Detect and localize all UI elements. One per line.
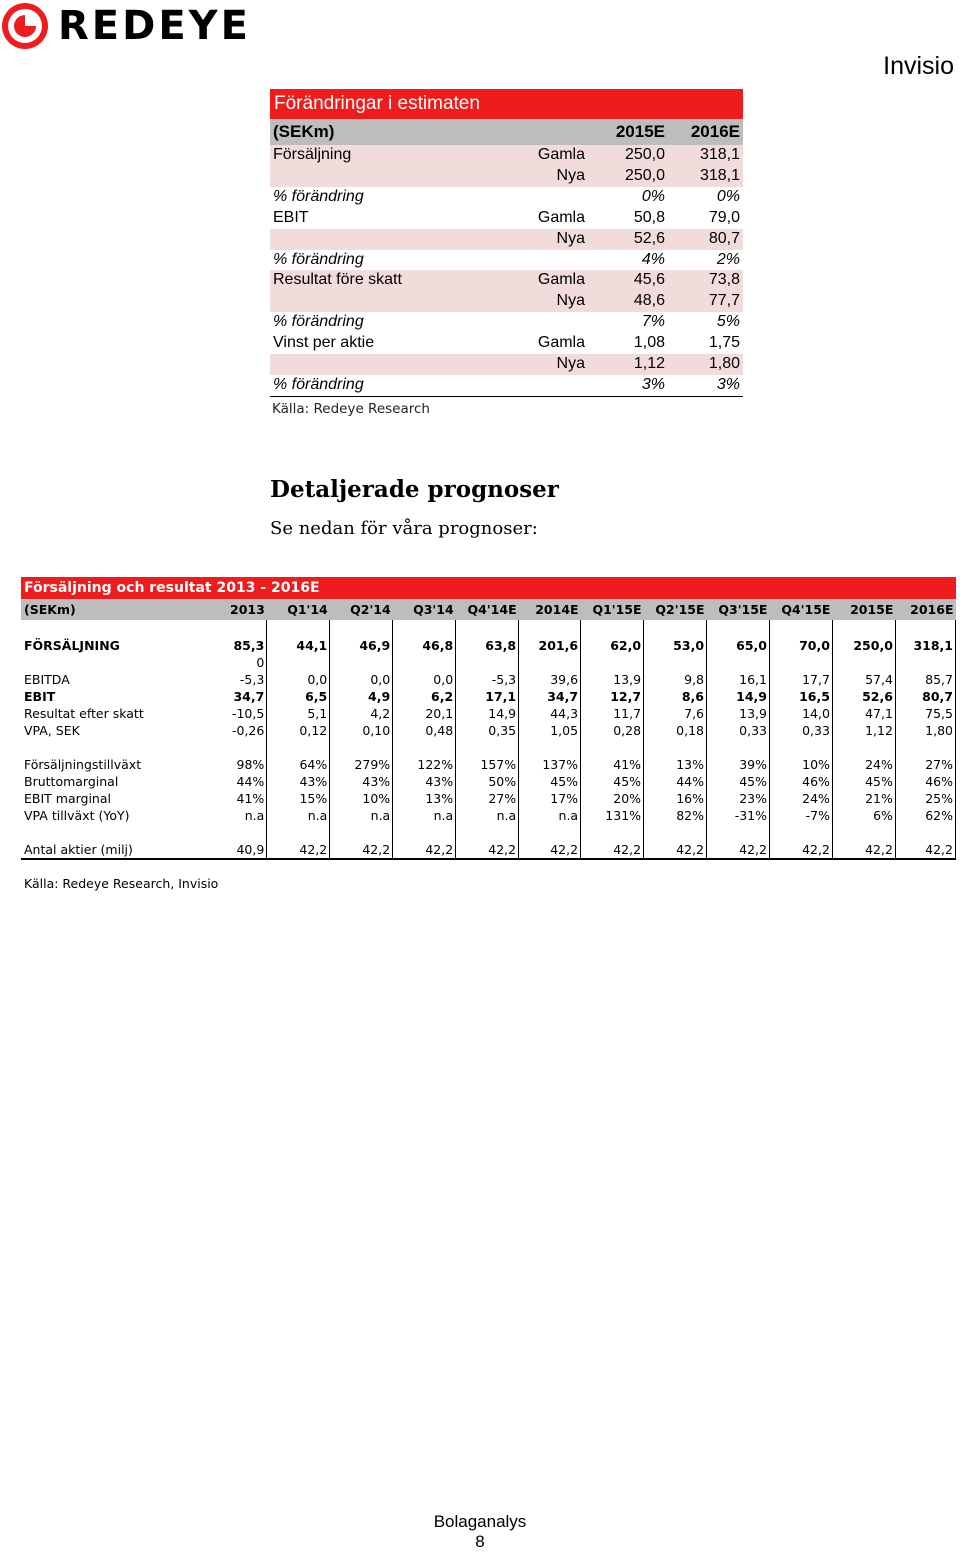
forecast-cell: 85,7 (895, 671, 955, 688)
forecast-header-period: Q3'14 (393, 599, 456, 620)
estimate-value-2015: 3% (588, 375, 668, 396)
estimate-header-unit: (SEKm) (270, 119, 506, 145)
forecast-cell: 6,2 (393, 688, 456, 705)
forecast-header-unit: (SEKm) (21, 599, 206, 620)
company-name: Invisio (883, 52, 954, 80)
forecast-cell (581, 654, 644, 671)
forecast-cell: n.a (330, 807, 393, 824)
forecast-cell: 0,48 (393, 722, 456, 739)
forecast-cell (644, 654, 707, 671)
forecast-cell: 52,6 (832, 688, 895, 705)
forecast-header-period: Q2'14 (330, 599, 393, 620)
forecast-header-period: 2016E (895, 599, 955, 620)
forecast-cell: 46% (895, 773, 955, 790)
forecast-cell: n.a (519, 807, 581, 824)
forecast-cell: 63,8 (456, 637, 519, 654)
forecast-cell: 42,2 (895, 841, 955, 859)
forecast-cell: 13,9 (581, 671, 644, 688)
estimate-row (270, 250, 743, 271)
forecast-header-period: Q4'15E (769, 599, 832, 620)
forecast-cell: 62% (895, 807, 955, 824)
forecast-cell: 12,7 (581, 688, 644, 705)
forecast-cell: 1,12 (832, 722, 895, 739)
forecast-cell (330, 739, 393, 756)
estimate-value-2016: 3% (668, 375, 743, 396)
estimate-row-kind (506, 375, 588, 396)
forecast-cell: 20,1 (393, 705, 456, 722)
forecast-cell: 17% (519, 790, 581, 807)
forecast-cell (832, 654, 895, 671)
forecast-cell: 1,05 (519, 722, 581, 739)
estimate-value-2015: 52,6 (588, 229, 668, 250)
forecast-cell: 15% (267, 790, 330, 807)
forecast-cell: 41% (206, 790, 267, 807)
forecast-cell: 98% (206, 756, 267, 773)
forecast-cell: 45% (707, 773, 770, 790)
estimate-row (270, 375, 743, 396)
forecast-row-label: VPA tillväxt (YoY) (24, 808, 130, 823)
forecast-cell: 122% (393, 756, 456, 773)
forecast-cell: n.a (393, 807, 456, 824)
forecast-cell: 24% (769, 790, 832, 807)
forecast-cell (267, 739, 330, 756)
forecast-cell: n.a (267, 807, 330, 824)
forecast-cell: 16% (644, 790, 707, 807)
forecast-header-period: Q3'15E (707, 599, 770, 620)
estimate-value-2016: 73,8 (668, 270, 743, 291)
forecast-cell: 46,9 (330, 637, 393, 654)
forecast-cell: 0,0 (330, 671, 393, 688)
forecast-cell: 75,5 (895, 705, 955, 722)
estimate-value-2016: 318,1 (668, 145, 743, 166)
forecast-cell: 42,2 (832, 841, 895, 859)
forecast-cell: 44% (644, 773, 707, 790)
estimate-value-2016: 1,80 (668, 354, 743, 375)
redeye-logo (0, 2, 251, 50)
forecast-cell: 40,9 (206, 841, 267, 859)
forecast-cell: 45% (832, 773, 895, 790)
forecast-cell (644, 824, 707, 841)
forecast-cell: 27% (895, 756, 955, 773)
forecast-row (21, 739, 956, 756)
forecast-row-label: FÖRSÄLJNING (24, 638, 120, 653)
forecast-row (21, 688, 956, 705)
forecast-cell: 14,9 (707, 688, 770, 705)
forecast-cell (644, 739, 707, 756)
forecast-table-title: Försäljning och resultat 2013 - 2016E (21, 577, 956, 599)
forecast-cell: 14,9 (456, 705, 519, 722)
forecast-table (21, 577, 956, 860)
section-heading: Detaljerade prognoser (270, 476, 559, 503)
forecast-cell: 43% (393, 773, 456, 790)
estimate-value-2015: 1,12 (588, 354, 668, 375)
forecast-header-period: Q1'15E (581, 599, 644, 620)
estimate-value-2016: 2% (716, 250, 740, 268)
forecast-cell (707, 739, 770, 756)
forecast-cell: 0,12 (267, 722, 330, 739)
forecast-row (21, 671, 956, 688)
forecast-header-period: 2013 (206, 599, 267, 620)
estimate-row (270, 187, 743, 208)
forecast-cell (707, 824, 770, 841)
forecast-header-period: Q2'15E (644, 599, 707, 620)
forecast-cell (895, 739, 955, 756)
estimate-value-2016: 77,7 (668, 291, 743, 312)
estimate-row-label: Resultat före skatt (270, 270, 506, 291)
forecast-cell (707, 654, 770, 671)
forecast-cell (393, 824, 456, 841)
forecast-row (21, 637, 956, 654)
page-footer (0, 1512, 960, 1552)
forecast-source: Källa: Redeye Research, Invisio (24, 876, 219, 891)
forecast-cell: 43% (267, 773, 330, 790)
forecast-cell: 34,7 (519, 688, 581, 705)
forecast-cell: 0,28 (581, 722, 644, 739)
estimate-row-kind (506, 250, 588, 271)
forecast-cell (832, 739, 895, 756)
forecast-row-label: EBIT (24, 689, 56, 704)
estimate-value-2015: 4% (641, 250, 665, 268)
forecast-cell: 46,8 (393, 637, 456, 654)
estimate-row (270, 208, 743, 229)
forecast-cell (832, 824, 895, 841)
estimate-table-title: Förändringar i estimaten (270, 89, 743, 119)
estimate-value-2016: 80,7 (668, 229, 743, 250)
forecast-cell (519, 739, 581, 756)
estimate-row (270, 145, 743, 166)
forecast-cell: 157% (456, 756, 519, 773)
estimate-value-2016: 0% (716, 187, 740, 205)
estimate-row (270, 166, 743, 187)
forecast-cell: 62,0 (581, 637, 644, 654)
forecast-header-period: 2015E (832, 599, 895, 620)
forecast-cell (895, 654, 955, 671)
estimate-value-2015: 7% (641, 313, 665, 331)
forecast-cell: 6,5 (267, 688, 330, 705)
forecast-row (21, 705, 956, 722)
forecast-cell: 11,7 (581, 705, 644, 722)
forecast-cell: 27% (456, 790, 519, 807)
forecast-cell: 42,2 (393, 841, 456, 859)
forecast-cell: 23% (707, 790, 770, 807)
forecast-cell: -0,26 (206, 722, 267, 739)
forecast-row (21, 841, 956, 859)
estimate-row-kind: Gamla (506, 270, 588, 291)
forecast-cell: 24% (832, 756, 895, 773)
forecast-cell (519, 824, 581, 841)
forecast-header-period: Q4'14E (456, 599, 519, 620)
forecast-cell: 9,8 (644, 671, 707, 688)
forecast-cell: 42,2 (707, 841, 770, 859)
forecast-cell: 42,2 (456, 841, 519, 859)
page-number: 8 (475, 1532, 485, 1551)
estimate-row-label (270, 354, 506, 375)
forecast-cell: 279% (330, 756, 393, 773)
forecast-cell: 42,2 (769, 841, 832, 859)
forecast-cell (519, 654, 581, 671)
forecast-cell: 5,1 (267, 705, 330, 722)
forecast-cell: 7,6 (644, 705, 707, 722)
estimate-value-2016: 79,0 (708, 208, 740, 226)
forecast-row-label: EBIT marginal (24, 791, 111, 806)
forecast-cell (895, 824, 955, 841)
estimate-row (270, 229, 743, 250)
footer-label: Bolaganalys (433, 1512, 527, 1531)
forecast-cell: -31% (707, 807, 770, 824)
estimate-row (270, 291, 743, 312)
estimate-value-2015: 0% (641, 187, 665, 205)
estimate-value-2015: 1,08 (633, 334, 665, 352)
forecast-cell (393, 654, 456, 671)
estimate-row-kind: Nya (506, 229, 588, 250)
forecast-cell: 201,6 (519, 637, 581, 654)
forecast-cell (769, 824, 832, 841)
forecast-cell: -10,5 (206, 705, 267, 722)
forecast-cell: 137% (519, 756, 581, 773)
forecast-cell: 10% (769, 756, 832, 773)
forecast-cell: 0,0 (267, 671, 330, 688)
estimate-row-kind: Gamla (537, 208, 585, 226)
forecast-row-label: VPA, SEK (24, 723, 80, 738)
forecast-cell (267, 824, 330, 841)
forecast-cell: 0,33 (769, 722, 832, 739)
forecast-cell (769, 739, 832, 756)
forecast-cell (456, 739, 519, 756)
forecast-cell (393, 739, 456, 756)
forecast-cell: 39,6 (519, 671, 581, 688)
forecast-cell: n.a (206, 807, 267, 824)
estimate-row-label: Försäljning (270, 145, 506, 166)
estimate-changes-table (270, 89, 743, 397)
estimate-row (270, 354, 743, 375)
estimate-row-label (270, 291, 506, 312)
forecast-cell: 20% (581, 790, 644, 807)
forecast-cell: 0,18 (644, 722, 707, 739)
forecast-cell: 43% (330, 773, 393, 790)
estimate-value-2016: 1,75 (708, 334, 740, 352)
forecast-cell: 53,0 (644, 637, 707, 654)
estimate-value-2015: 48,6 (588, 291, 668, 312)
estimate-row-kind: Gamla (537, 334, 585, 352)
forecast-cell: 42,2 (644, 841, 707, 859)
forecast-cell: 0,10 (330, 722, 393, 739)
logo-text: REDEYE (58, 3, 251, 49)
forecast-row-label (21, 739, 206, 756)
estimate-row-kind: Nya (506, 291, 588, 312)
forecast-cell: 21% (832, 790, 895, 807)
forecast-cell: -7% (769, 807, 832, 824)
forecast-row (21, 722, 956, 739)
forecast-row-label (21, 654, 206, 671)
forecast-cell: 42,2 (330, 841, 393, 859)
estimate-row-kind: Nya (506, 166, 588, 187)
forecast-cell: 47,1 (832, 705, 895, 722)
forecast-cell: 44,3 (519, 705, 581, 722)
forecast-cell (769, 654, 832, 671)
forecast-cell (267, 654, 330, 671)
forecast-cell (206, 739, 267, 756)
forecast-cell: 0,35 (456, 722, 519, 739)
estimate-value-2016: 318,1 (668, 166, 743, 187)
forecast-cell: 82% (644, 807, 707, 824)
forecast-cell: 44% (206, 773, 267, 790)
forecast-header-period: Q1'14 (267, 599, 330, 620)
forecast-cell (206, 824, 267, 841)
forecast-cell: 131% (581, 807, 644, 824)
forecast-row-label (21, 824, 206, 841)
forecast-cell: 10% (330, 790, 393, 807)
forecast-cell (330, 824, 393, 841)
forecast-cell (456, 824, 519, 841)
forecast-cell: 42,2 (581, 841, 644, 859)
forecast-cell: 34,7 (206, 688, 267, 705)
forecast-cell: 45% (581, 773, 644, 790)
section-intro: Se nedan för våra prognoser: (270, 518, 538, 539)
estimate-row (270, 333, 743, 354)
forecast-cell: 50% (456, 773, 519, 790)
forecast-cell: 13% (644, 756, 707, 773)
forecast-cell: 16,5 (769, 688, 832, 705)
forecast-cell: 25% (895, 790, 955, 807)
forecast-cell (581, 824, 644, 841)
forecast-cell: 318,1 (895, 637, 955, 654)
forecast-row-label: EBITDA (24, 672, 70, 687)
forecast-row (21, 756, 956, 773)
forecast-cell: 13,9 (707, 705, 770, 722)
forecast-row (21, 654, 956, 671)
estimate-row-label: % förändring (273, 187, 364, 205)
estimate-row (270, 270, 743, 291)
forecast-cell: 70,0 (769, 637, 832, 654)
forecast-gap-row (21, 620, 956, 637)
forecast-cell: 0,0 (393, 671, 456, 688)
forecast-cell: 4,9 (330, 688, 393, 705)
forecast-cell: 0,33 (707, 722, 770, 739)
estimate-row-label: % förändring (273, 313, 364, 331)
forecast-row-label: Bruttomarginal (24, 774, 119, 789)
forecast-cell: 39% (707, 756, 770, 773)
forecast-cell: 13% (393, 790, 456, 807)
estimate-row (270, 312, 743, 333)
estimate-row-kind: Nya (506, 354, 588, 375)
forecast-cell: n.a (456, 807, 519, 824)
forecast-cell: 80,7 (895, 688, 955, 705)
forecast-row (21, 807, 956, 824)
estimate-row-kind: Gamla (506, 145, 588, 166)
estimate-header-kind (506, 119, 588, 145)
estimate-header-2015: 2015E (588, 119, 668, 145)
forecast-cell: 1,80 (895, 722, 955, 739)
estimate-row-kind (506, 187, 588, 208)
forecast-cell: -5,3 (206, 671, 267, 688)
forecast-cell: 14,0 (769, 705, 832, 722)
forecast-cell: 41% (581, 756, 644, 773)
estimate-row-label: Vinst per aktie (273, 334, 375, 352)
redeye-eye-icon (0, 1, 50, 51)
estimate-value-2016: 5% (716, 313, 740, 331)
estimate-value-2015: 250,0 (588, 166, 668, 187)
forecast-cell: 44,1 (267, 637, 330, 654)
estimate-row-label: % förändring (273, 250, 364, 268)
forecast-cell: 42,2 (519, 841, 581, 859)
forecast-cell: 250,0 (832, 637, 895, 654)
estimate-source: Källa: Redeye Research (272, 401, 430, 417)
forecast-cell: 4,2 (330, 705, 393, 722)
forecast-cell: 57,4 (832, 671, 895, 688)
forecast-cell: 8,6 (644, 688, 707, 705)
estimate-row-label: % förändring (270, 375, 506, 396)
forecast-cell: 6% (832, 807, 895, 824)
estimate-value-2015: 250,0 (588, 145, 668, 166)
forecast-row-label: Resultat efter skatt (24, 706, 144, 721)
forecast-cell: 0 (206, 654, 267, 671)
estimate-row-label (270, 166, 506, 187)
forecast-row-label: Antal aktier (milj) (21, 841, 206, 859)
forecast-cell: 16,1 (707, 671, 770, 688)
forecast-cell (330, 654, 393, 671)
forecast-cell: 64% (267, 756, 330, 773)
forecast-cell: 17,7 (769, 671, 832, 688)
forecast-cell: -5,3 (456, 671, 519, 688)
forecast-cell: 42,2 (267, 841, 330, 859)
forecast-cell: 85,3 (206, 637, 267, 654)
forecast-cell (456, 654, 519, 671)
forecast-cell (581, 739, 644, 756)
estimate-value-2015: 45,6 (588, 270, 668, 291)
estimate-header-2016: 2016E (668, 119, 743, 145)
estimate-value-2015: 50,8 (633, 208, 665, 226)
estimate-row-label: EBIT (273, 208, 309, 226)
forecast-cell: 65,0 (707, 637, 770, 654)
estimate-row-kind (506, 312, 588, 333)
forecast-cell: 46% (769, 773, 832, 790)
forecast-cell: 45% (519, 773, 581, 790)
forecast-header-period: 2014E (519, 599, 581, 620)
forecast-row (21, 790, 956, 807)
forecast-cell: 17,1 (456, 688, 519, 705)
forecast-row (21, 773, 956, 790)
forecast-row (21, 824, 956, 841)
forecast-row-label: Försäljningstillväxt (24, 757, 142, 772)
estimate-row-label (270, 229, 506, 250)
